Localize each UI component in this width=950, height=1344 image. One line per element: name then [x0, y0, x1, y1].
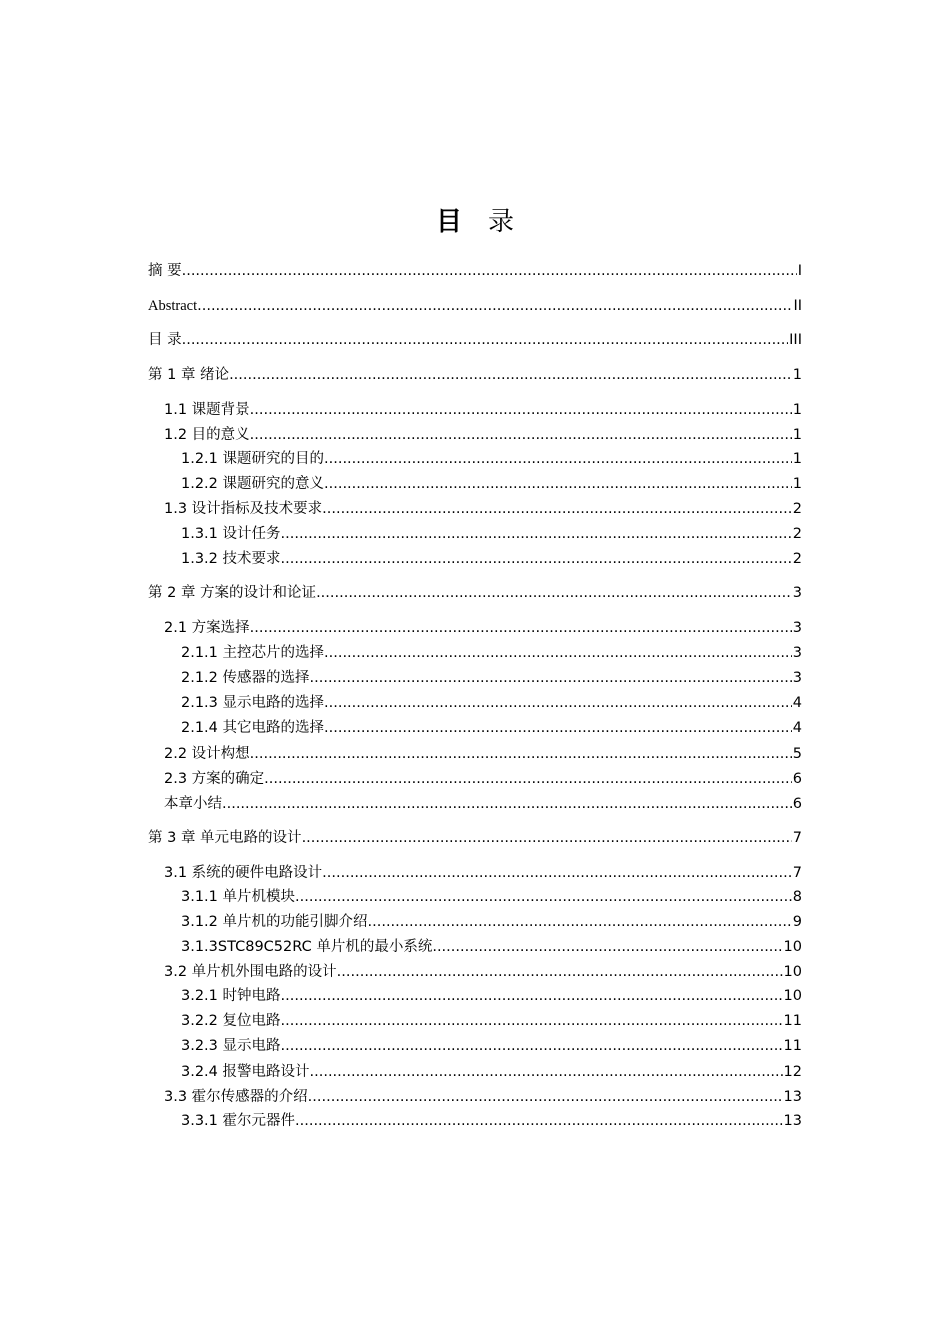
- toc-entry[interactable]: [181, 1009, 802, 1033]
- toc-leader: [310, 1060, 783, 1084]
- toc-leader: [368, 910, 792, 934]
- toc-leader: [281, 547, 792, 571]
- toc-entry-page: III: [789, 332, 802, 348]
- toc-leader: [264, 767, 792, 791]
- toc-leader: [250, 742, 792, 766]
- toc-entry-label: 2.1.4 其它电路的选择: [181, 720, 325, 736]
- toc-entry-label: 目 录: [148, 332, 182, 348]
- toc-entry-page: 1: [792, 402, 802, 418]
- toc-entry-page: 4: [792, 695, 802, 711]
- toc-entry[interactable]: [181, 547, 802, 571]
- toc-entry-label: 3.2.4 报警电路设计: [181, 1064, 310, 1080]
- toc-entry-label: 3.2 单片机外围电路的设计: [164, 964, 337, 980]
- toc-leader: [197, 294, 792, 318]
- toc-entry[interactable]: [164, 792, 802, 816]
- toc-entry-page: 1: [792, 476, 802, 492]
- toc-entry-page: 2: [792, 551, 802, 567]
- toc-entry-page: 9: [792, 914, 802, 930]
- toc-entry-page: 13: [783, 1089, 802, 1105]
- toc-entry-label: 2.1.1 主控芯片的选择: [181, 645, 325, 661]
- toc-leader: [322, 497, 792, 521]
- toc-entry-page: 1: [792, 451, 802, 467]
- toc-leader: [302, 826, 792, 850]
- toc-entry[interactable]: [181, 666, 802, 690]
- toc-title-part1: 目: [435, 207, 488, 237]
- toc-entry-page: 7: [792, 830, 802, 846]
- toc-entry-label: 2.2 设计构想: [164, 746, 250, 762]
- toc-entry-page: 6: [792, 796, 802, 812]
- toc-entry-label: 3.3.1 霍尔元器件: [181, 1113, 296, 1129]
- toc-entry-page: I: [797, 263, 802, 279]
- toc-entry-page: 1: [792, 427, 802, 443]
- toc-entry-page: 5: [792, 746, 802, 762]
- toc-entry-label: 3.2.3 显示电路: [181, 1038, 281, 1054]
- toc-entry-label: 1.3.1 设计任务: [181, 526, 281, 542]
- toc-entry[interactable]: [181, 447, 802, 471]
- toc-entry[interactable]: [164, 398, 802, 422]
- toc-entry-label: 本章小结: [164, 796, 222, 812]
- toc-leader: [322, 861, 792, 885]
- toc-entry[interactable]: [181, 716, 802, 740]
- toc-entry[interactable]: [148, 363, 802, 387]
- toc-entry-page: 1: [792, 367, 802, 383]
- toc-entry[interactable]: [181, 522, 802, 546]
- toc-entry-label: 第 2 章 方案的设计和论证: [148, 585, 317, 601]
- toc-entry-page: 13: [783, 1113, 802, 1129]
- toc-entry-label: 1.2 目的意义: [164, 427, 250, 443]
- toc-entry-page: 2: [792, 501, 802, 517]
- toc-entry-label: 2.3 方案的确定: [164, 771, 265, 787]
- toc-entry[interactable]: [181, 885, 802, 909]
- toc-entry-page: 12: [783, 1064, 802, 1080]
- toc-leader: [295, 1109, 783, 1133]
- toc-entry-label: 3.2.2 复位电路: [181, 1013, 281, 1029]
- toc-entry-page: 6: [792, 771, 802, 787]
- toc-entry[interactable]: [164, 960, 802, 984]
- toc-entry-page: 3: [792, 585, 802, 601]
- toc-leader: [295, 885, 792, 909]
- toc-leader: [281, 984, 783, 1008]
- toc-entry[interactable]: [164, 767, 802, 791]
- toc-entry-label: Abstract: [148, 298, 198, 314]
- toc-leader: [324, 472, 792, 496]
- toc-entry-label: 3.1 系统的硬件电路设计: [164, 865, 323, 881]
- toc-entry-label: 第 3 章 单元电路的设计: [148, 830, 302, 846]
- toc-entry[interactable]: [148, 259, 802, 283]
- toc-entry[interactable]: [181, 472, 802, 496]
- toc-entry[interactable]: [181, 1034, 802, 1058]
- toc-entry[interactable]: [164, 742, 802, 766]
- toc-entry-page: 3: [792, 670, 802, 686]
- toc-entry-page: 4: [792, 720, 802, 736]
- toc-entry[interactable]: [148, 826, 802, 850]
- toc-entry-page: II: [793, 298, 802, 314]
- toc-entry-page: 7: [792, 865, 802, 881]
- toc-entry-label: 3.3 霍尔传感器的介绍: [164, 1089, 308, 1105]
- toc-entry-label: 摘 要: [148, 263, 182, 279]
- toc-leader: [250, 616, 792, 640]
- toc-entry-label: 1.2.2 课题研究的意义: [181, 476, 325, 492]
- toc-entry-label: 2.1.3 显示电路的选择: [181, 695, 325, 711]
- toc-entry-page: 8: [792, 889, 802, 905]
- toc-entry[interactable]: [164, 861, 802, 885]
- toc-leader: [324, 716, 792, 740]
- toc-entry-label: 2.1.2 传感器的选择: [181, 670, 310, 686]
- toc-entry[interactable]: [164, 497, 802, 521]
- toc-entry[interactable]: [181, 984, 802, 1008]
- toc-leader: [337, 960, 783, 984]
- toc-entry[interactable]: [181, 935, 802, 959]
- toc-entry[interactable]: [181, 1060, 802, 1084]
- toc-entry-label: 1.3.2 技术要求: [181, 551, 281, 567]
- toc-entry-page: 2: [792, 526, 802, 542]
- toc-entry[interactable]: [164, 423, 802, 447]
- toc-leader: [222, 792, 792, 816]
- toc-leader: [281, 1034, 783, 1058]
- toc-entry-page: 3: [792, 620, 802, 636]
- toc-entry-page: 10: [783, 964, 802, 980]
- toc-entry[interactable]: [164, 1085, 802, 1109]
- toc-leader: [250, 398, 792, 422]
- toc-entry[interactable]: [181, 641, 802, 665]
- toc-title-part2: 录: [488, 207, 541, 237]
- toc-leader: [182, 259, 797, 283]
- toc-entry-label: 1.2.1 课题研究的目的: [181, 451, 325, 467]
- toc-entry[interactable]: [148, 294, 802, 318]
- toc-entry-page: 10: [783, 988, 802, 1004]
- toc-leader: [310, 666, 792, 690]
- toc-entry[interactable]: [148, 581, 802, 605]
- toc-leader: [324, 641, 792, 665]
- toc-entry-label: 3.1.2 单片机的功能引脚介绍: [181, 914, 368, 930]
- toc-entry-page: 10: [783, 939, 802, 955]
- toc-entry-page: 3: [792, 645, 802, 661]
- toc-entry-label: 1.3 设计指标及技术要求: [164, 501, 323, 517]
- toc-entry-label: 3.2.1 时钟电路: [181, 988, 281, 1004]
- toc-leader: [432, 935, 782, 959]
- toc-entry[interactable]: [181, 910, 802, 934]
- toc-leader: [316, 581, 792, 605]
- toc-entry-label: 1.1 课题背景: [164, 402, 250, 418]
- toc-leader: [229, 363, 792, 387]
- toc-entry[interactable]: [148, 328, 802, 352]
- toc-leader: [250, 423, 792, 447]
- toc-entry-page: 11: [783, 1013, 802, 1029]
- toc-leader: [281, 522, 792, 546]
- toc-entry-page: 11: [783, 1038, 802, 1054]
- toc-leader: [324, 691, 792, 715]
- toc-entry[interactable]: [181, 1109, 802, 1133]
- toc-leader: [281, 1009, 783, 1033]
- toc-leader: [182, 328, 789, 352]
- toc-entry[interactable]: [164, 616, 802, 640]
- toc-entry-label: 第 1 章 绪论: [148, 367, 230, 383]
- toc-title: [0, 204, 950, 240]
- toc-leader: [324, 447, 792, 471]
- toc-entry[interactable]: [181, 691, 802, 715]
- toc-entry-label: 3.1.1 单片机模块: [181, 889, 296, 905]
- toc-leader: [308, 1085, 783, 1109]
- toc-entry-label: 3.1.3STC89C52RC 单片机的最小系统: [181, 939, 433, 955]
- toc-entry-label: 2.1 方案选择: [164, 620, 250, 636]
